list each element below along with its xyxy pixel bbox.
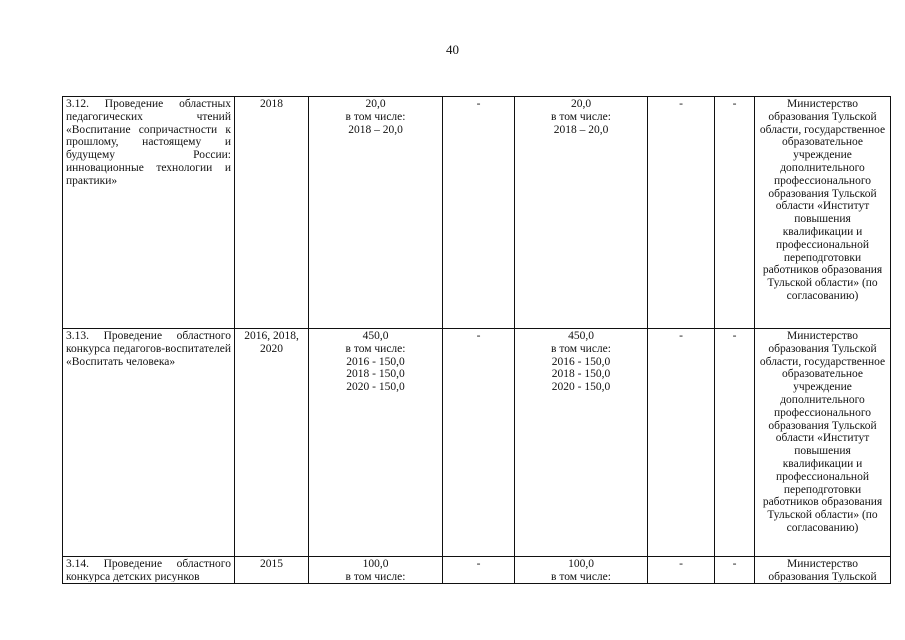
other-sources-cell: - — [715, 329, 755, 557]
years-text: 2015 — [260, 558, 283, 570]
total-year-amount: 2018 – 20,0 — [348, 123, 403, 136]
total-funding-cell — [309, 557, 443, 584]
regional-including-label: в том числе: — [551, 342, 611, 355]
local-budget-cell: - — [648, 329, 715, 557]
other-sources-cell: - — [715, 97, 755, 329]
regional-year-amount: 2018 - 150,0 — [551, 368, 611, 381]
total-funding-cell — [309, 329, 443, 557]
activity-name-cell — [63, 557, 235, 584]
years-cell — [235, 329, 309, 557]
total-including-label: в том числе: — [345, 342, 406, 355]
program-activities-table — [62, 96, 891, 584]
regional-budget-cell — [515, 329, 648, 557]
regional-including-label: в том числе: — [551, 570, 611, 582]
executor-text: Министерство образования Тульской области, государственное образовательное учреждение дополнительного профессионального образования Тульской области «Институт повышения квалификации и профессиональной переподготовки работников образования Тульской области» (по согласованию) — [759, 330, 886, 534]
local-budget-cell: - — [648, 557, 715, 584]
total-year-amount: 2018 - 150,0 — [346, 368, 405, 381]
federal-budget-cell: - — [443, 557, 515, 584]
table-row — [63, 97, 891, 329]
regional-budget-cell — [515, 97, 648, 329]
regional-budget-cell — [515, 557, 648, 584]
total-amount: 20,0 — [365, 98, 386, 110]
activity-name-cell — [63, 329, 235, 557]
regional-year-amount: 2018 – 20,0 — [553, 123, 609, 136]
regional-including-label: в том числе: — [551, 110, 611, 123]
total-year-amount: 2020 - 150,0 — [346, 381, 405, 394]
federal-budget-cell: - — [443, 97, 515, 329]
table-row — [63, 557, 891, 584]
years-cell — [235, 97, 309, 329]
regional-year-amount: 2020 - 150,0 — [551, 381, 611, 394]
executor-cell — [755, 557, 891, 584]
executor-text: Министерство образования Тульской — [768, 558, 877, 582]
total-funding-cell — [309, 97, 443, 329]
local-budget-cell: - — [648, 97, 715, 329]
regional-amount: 100,0 — [568, 558, 594, 570]
activity-name-text: 3.14. Проведение областного конкурса детских рисунков — [66, 558, 231, 582]
executor-cell — [755, 97, 891, 329]
other-sources-cell: - — [715, 557, 755, 584]
total-including-label: в том числе: — [345, 570, 406, 582]
years-cell — [235, 557, 309, 584]
total-including-label: в том числе: — [345, 110, 406, 123]
regional-year-amount: 2016 - 150,0 — [551, 355, 611, 368]
total-year-amount: 2016 - 150,0 — [346, 355, 405, 368]
page-number: 40 — [446, 42, 459, 57]
executor-text: Министерство образования Тульской области, государственное образовательное учреждение дополнительного профессионального образования Тульской области «Институт повышения квалификации и профессиональной переподготовки работников образования Тульской области» (по согласованию) — [759, 98, 886, 302]
table-row — [63, 329, 891, 557]
total-amount: 450,0 — [362, 330, 389, 342]
federal-budget-cell: - — [443, 329, 515, 557]
total-amount: 100,0 — [362, 558, 389, 570]
executor-cell — [755, 329, 891, 557]
activity-name-cell — [63, 97, 235, 329]
years-text: 2016, 2018, 2020 — [244, 330, 299, 355]
years-text: 2018 — [260, 98, 283, 110]
activity-name-text: 3.12. Проведение областных педагогических чтений «Воспитание сопричастности к прошлому, настоящему и будущему России: инновационные технологии и практики» — [66, 98, 231, 187]
program-activities-table-wrapper — [62, 96, 891, 584]
regional-amount: 20,0 — [570, 98, 592, 110]
activity-name-text: 3.13. Проведение областного конкурса педагогов-воспитателей «Воспитать человека» — [66, 330, 231, 368]
regional-amount: 450,0 — [568, 330, 594, 342]
